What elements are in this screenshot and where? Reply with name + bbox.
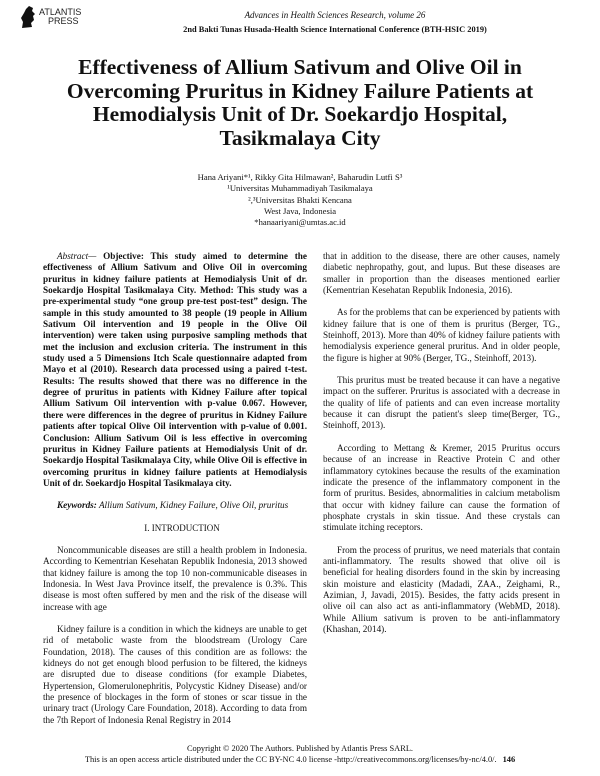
paragraph: that in addition to the disease, there are other causes, namely diabetic nephropathy, gout, and lupus. But these diseases are smaller in proportion than the diseases mentioned earlier (Kementrian Kesehatan Republik Indonesia, 2016). bbox=[323, 251, 560, 296]
paragraph: This pruritus must be treated because it can have a negative impact on the sufferer. Pruritus is associated with a decrease in the quality of life of patients and can even increase mortality because it can disrupt the patient's sleep time(Berger, TG., Steinhoff, 2013). bbox=[323, 375, 560, 431]
keywords-text: Allium Sativum, Kidney Failure, Olive Oil, pruritus bbox=[96, 500, 289, 511]
affiliation-1: ¹Universitas Muhammadiyah Tasikmalaya bbox=[227, 183, 373, 194]
paragraph: Kidney failure is a condition in which the kidneys are unable to get rid of metabolic waste from the bloodstream (Urology Care Foundation, 2018). The causes of this condition are as follows: the kidneys do not get enough blood perfusion to be filtered, the kidneys are disrupted due to disease conditions (for example Diabetes, Hypertension, Glomerulonephritis, Polycystic Kidney Disease) and/or the presence of blockages in the form of stones or scar tissue in the urinary tract (Urology Care Foundation, 2018). According to data from the 7th Report of Indonesia Renal Registry in 2014 bbox=[43, 623, 307, 725]
page-number: 146 bbox=[502, 755, 516, 764]
conference-header: 2nd Bakti Tunas Husada-Health Science International Conference (BTH-HSIC 2019) bbox=[183, 25, 487, 34]
email: *hanaariyani@umtas.ac.id bbox=[254, 217, 346, 228]
paragraph: According to Mettang & Kremer, 2015 Pruritus occurs because of an increase in Reactive Protein C and other inflammatory cytokines because the results of the examination indicate the presence of the inflammatory component in the form of pruritus. Besides, abnormalities in calcium metabolism that occur with kidney failure can cause the formation of phosphate crystals in skin tissue. And these crystals can stimulate itching receptors. bbox=[323, 442, 560, 533]
affiliation-2: ²,³Universitas Bhakti Kencana bbox=[248, 194, 352, 205]
abstract bbox=[43, 251, 307, 489]
author-names: Hana Ariyani*¹, Rikky Gita Hilmawan², Baharudin Lutfi S³ bbox=[197, 172, 403, 182]
paper-title: Effectiveness of Allium Sativum and Olive Oil in Overcoming Pruritus in Kidney Failure Patients at Hemodialysis Unit of Dr. Soekardjo Hospital, Tasikmalaya City bbox=[66, 55, 534, 150]
location: West Java, Indonesia bbox=[263, 205, 337, 216]
keywords-label: Keywords: bbox=[57, 500, 97, 511]
paragraph: As for the problems that can be experienced by patients with kidney failure that is one of them is pruritus (Berger, TG., Steinhoff, 2013). More than 40% of kidney failure patients with hemodialysis experience general pruritus. And in older people, the figure is higher at 90% (Berger, TG., Steinhoff, 2013). bbox=[323, 307, 560, 363]
keywords bbox=[43, 500, 307, 511]
copyright: Copyright © 2020 The Authors. Published by Atlantis Press SARL. bbox=[186, 744, 414, 753]
left-column bbox=[43, 251, 307, 737]
paragraph: From the process of pruritus, we need materials that contain anti-inflammatory. The results showed that olive oil is beneficial for healing disorders found in the skin by increasing skin moisture and elasticity (Madadi, ZAA., Zeighami, R., Azimian, J, Javadi, 2015). Besides, the fatty acids present in olive oil can also act as anti-inflammatory (WebMD, 2018). While Allium sativum is proven to be anti-inflammatory (Khashan, 2014). bbox=[323, 544, 560, 634]
right-column bbox=[323, 251, 560, 646]
logo-text-2: PRESS bbox=[48, 16, 79, 26]
author-block bbox=[0, 172, 600, 228]
abstract-text: Objective: This study aimed to determine the effectiveness of Allium Sativum and Olive Oil in overcoming pruritus in kidney failure patients at Hemodialysis Unit of dr. Soekardjo Hospital Tasikmalaya City. Method: This study was a pre-experimental study “one group pre-test post-test” design. The sample in this study amounted to 38 people (19 people in Allium Sativum Oil intervention and 19 people in the Olive Oil intervention) were taken using purposive sampling methods that met the inclusion and exclusion criteria. The instrument in this study used a 5 Dimensions Itch Scale questionnaire adapted from Mayo et al (2010). Research data processed using a paired t-test. Results: The results showed that there was no difference in the degree of pruritus in patients with Kidney Failure after topical Allium Sativum Oil intervention with p-value 0.067. However, there were differences in the degree of pruritus in Kidney Failure patients after topical Olive Oil intervention with p-value of 0.001. Conclusion: Allium Sativum Oil is less effective in overcoming pruritus in Kidney Failure patients at Hemodialysis Unit of dr. Soekardjo Hospital Tasikmalaya City, while Olive Oil is effective in overcoming pruritus in kidney failure patients at Hemodialysis Unit of dr. Soekardjo Hospital Tasikmalaya city. bbox=[43, 251, 307, 488]
section-heading: I. INTRODUCTION bbox=[144, 522, 220, 533]
page-footer bbox=[0, 743, 600, 765]
journal-header: Advances in Health Sciences Research, volume 26 bbox=[244, 10, 426, 20]
license-text: This is an open access article distributed under the CC BY-NC 4.0 license -http://creativecommons.org/licenses/by-nc/4.0/. bbox=[84, 755, 497, 764]
abstract-label: Abstract— bbox=[57, 251, 97, 261]
paragraph: Noncommunicable diseases are still a health problem in Indonesia. According to Kementrian Kesehatan Republik Indonesia, 2013 showed that kidney failure is among the top 10 non-communicable diseases in Indonesia. In West Java Province itself, the prevalence is 0.3%. This disease is most often suffered by men and the risk of the disease will increase with age bbox=[43, 544, 307, 612]
logo-text-1: ATLANTIS bbox=[39, 7, 82, 17]
